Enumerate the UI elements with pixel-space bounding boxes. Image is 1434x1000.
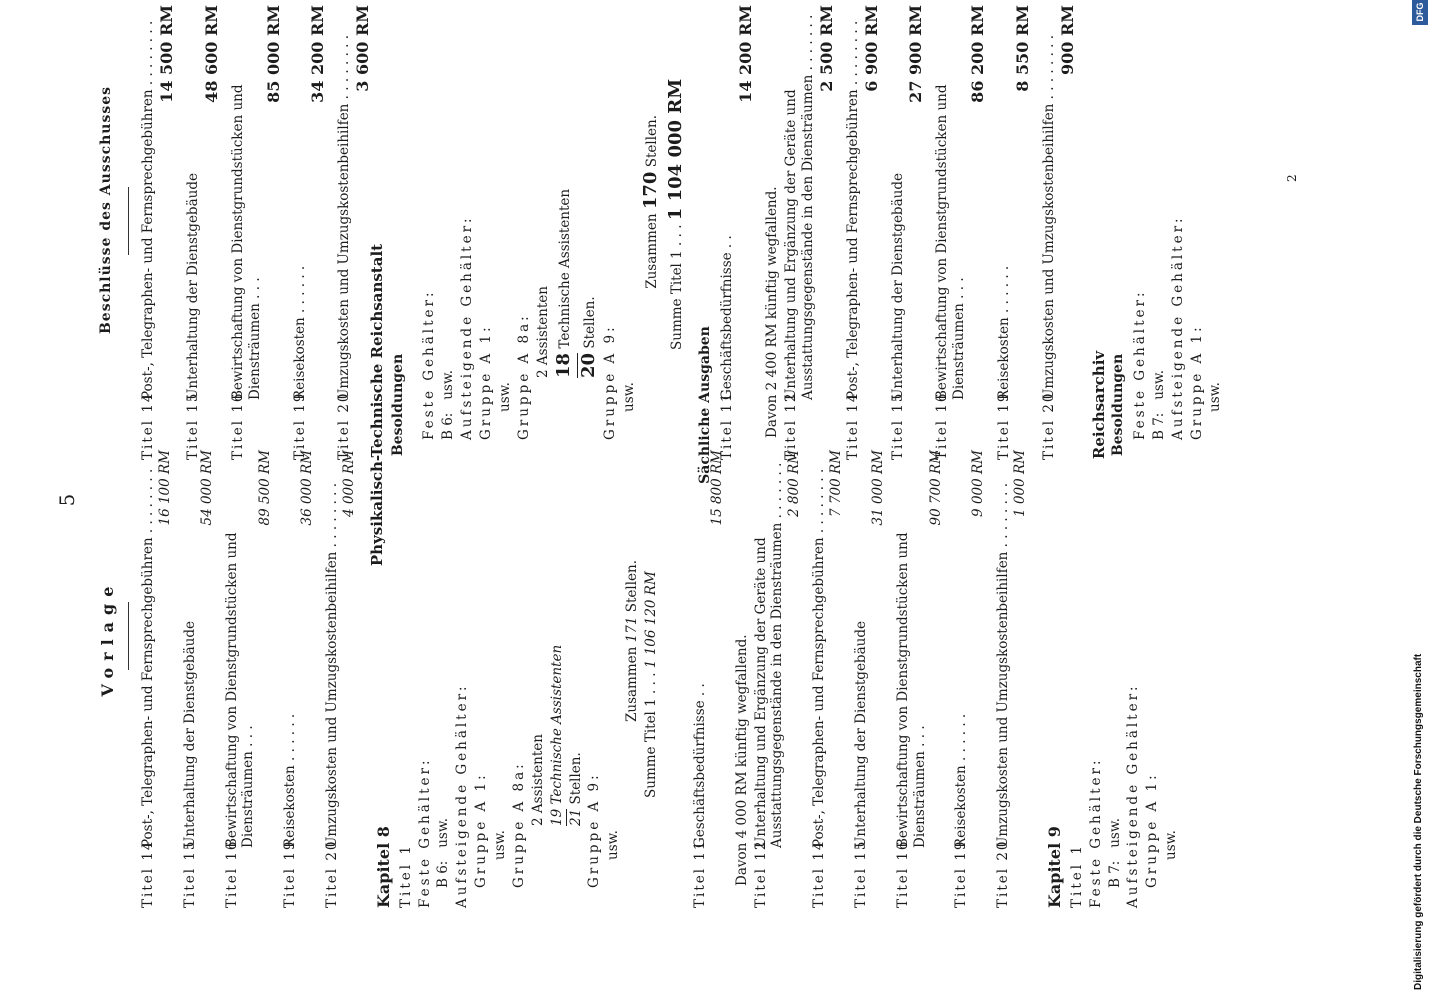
budget-entry xyxy=(853,450,887,908)
entry-label: Titel 20 xyxy=(995,839,1011,908)
entry-label: Titel 12 xyxy=(782,391,799,460)
entry-label: Titel 12 xyxy=(752,839,769,908)
entry-label: Titel 15 xyxy=(181,839,198,908)
dfg-logo: DFG xyxy=(1412,0,1428,25)
right-saechliche-entries xyxy=(719,5,1078,460)
dfg-sidebar xyxy=(1413,2,1429,990)
budget-entry xyxy=(140,450,174,908)
entry-text: Reisekosten . . . . . . xyxy=(996,265,1013,400)
k8-stellen-2: Stellen. xyxy=(624,560,641,613)
entry-amount: 2 500 RM xyxy=(816,5,836,92)
budget-entry xyxy=(182,450,216,908)
k9r-usw-2: usw. xyxy=(1207,382,1224,412)
entry-amount: 27 900 RM xyxy=(906,5,926,103)
budget-entry xyxy=(995,450,1029,908)
k9-usw-2: usw. xyxy=(1163,830,1180,860)
entry-text: Geschäftsbedürfnisse . . xyxy=(719,235,736,400)
entry-amount: 36 000 RM xyxy=(299,450,315,526)
k8r-feste: Feste Gehälter: xyxy=(421,289,438,440)
budget-entry xyxy=(953,450,987,908)
saechliche-title: Sächliche Ausgaben xyxy=(697,326,714,484)
budget-entry xyxy=(282,450,316,908)
left-heading: Vorlage xyxy=(98,579,117,697)
entry-amount: 15 800 RM xyxy=(708,450,725,526)
k8r-zusammen: Zusammen xyxy=(644,213,661,289)
k8r-summe: Summe Titel 1 . . . xyxy=(668,224,685,350)
right-rule xyxy=(128,187,129,255)
kapitel8-title: Physikalisch-Technische Reichsanstalt xyxy=(368,243,386,567)
entry-amount: 54 000 RM xyxy=(198,450,215,526)
k8r-assistenten: Assistenten xyxy=(534,286,551,366)
k8-aufsteigende: Aufsteigende Gehälter: xyxy=(454,683,471,908)
entry-label: Titel 20 xyxy=(336,391,353,460)
k8-gruppe-a9: Gruppe A 9: xyxy=(586,772,603,888)
k8r-stellen-2: Stellen. xyxy=(644,115,661,168)
entry-label: Titel 11 xyxy=(691,839,708,908)
entry-label: Titel 15 xyxy=(852,839,869,908)
entry-label: Titel 15 xyxy=(184,391,201,460)
entry-text: Reisekosten . . . . . . xyxy=(291,265,308,400)
entry-text: Unterhaltung der Dienstgebäude xyxy=(852,621,869,848)
entry-text: Unterhaltung und Ergänzung der Geräte und Ausstattungsgegenstände in den Diensträumen . . . . . . . xyxy=(752,462,786,848)
davon-note: Davon 2 400 RM künftig wegfallend. xyxy=(764,186,780,438)
left-column xyxy=(140,450,1182,908)
k9-usw: usw. xyxy=(1106,817,1123,848)
entry-text: Post-, Telegraphen- und Fernsprechgebühren . . . . . . . . xyxy=(811,468,828,848)
entry-amount: 85 000 RM xyxy=(263,5,283,103)
budget-entry xyxy=(185,5,222,460)
budget-entry xyxy=(811,450,845,908)
k8l-summe-amount: 1 106 120 RM xyxy=(643,571,659,669)
k8-b6: B 6: xyxy=(435,860,452,888)
k8l-zusammen-n: 171 xyxy=(624,616,641,643)
entry-amount: 9 000 RM xyxy=(970,450,987,517)
entry-amount: 16 100 RM xyxy=(156,450,173,526)
entry-label: Titel 19 xyxy=(996,391,1013,460)
k9-feste: Feste Gehälter: xyxy=(1087,757,1104,908)
entry-amount: 86 200 RM xyxy=(968,5,988,103)
entry-text: Unterhaltung und Ergänzung der Geräte und Ausstattungsgegenstände in den Diensträumen . . . . . . . xyxy=(782,14,816,400)
k8-gruppe-a8a: Gruppe A 8a: xyxy=(510,761,527,888)
kapitel9-title: Reichsarchiv xyxy=(1089,350,1108,460)
entry-label: Titel 15 xyxy=(889,391,906,460)
budget-entry xyxy=(753,450,804,908)
budget-entry xyxy=(140,5,177,460)
kapitel8-label: Kapitel 8 xyxy=(373,826,393,908)
kapitel8-sub: Besoldungen xyxy=(390,353,406,457)
entry-amount: 14 500 RM xyxy=(156,5,176,103)
davon-note: Davon 4 000 RM künftig wegfallend. xyxy=(733,634,750,886)
kapitel9-label: Kapitel 9 xyxy=(1044,826,1064,908)
budget-entry xyxy=(719,5,756,460)
entry-text: Umzugskosten und Umzugskostenbeihilfen . . . . . . . . xyxy=(1041,34,1057,400)
entry-amount: 1 000 RM xyxy=(1011,450,1028,517)
right-top-entries xyxy=(140,5,373,460)
k8r-gruppe-a8a: Gruppe A 8a: xyxy=(515,313,532,440)
entry-amount: 31 000 RM xyxy=(869,450,886,526)
k8r-summe-amount: 1 104 000 RM xyxy=(664,78,686,221)
k9r-aufsteigende: Aufsteigende Gehälter: xyxy=(1169,215,1186,440)
page-number: 5 xyxy=(55,493,79,507)
budget-entry xyxy=(845,5,882,460)
k9r-gruppe-a1: Gruppe A 1: xyxy=(1188,324,1205,440)
entry-text: Post-, Telegraphen- und Fernsprechgebühren . . . . . . . . xyxy=(140,20,156,400)
k8r-stellen: Stellen. xyxy=(581,296,598,349)
entry-amount: 48 600 RM xyxy=(201,5,221,103)
k9-aufsteigende: Aufsteigende Gehälter: xyxy=(1125,683,1142,908)
k8r-technische: Technische Assistenten xyxy=(557,188,574,349)
entry-amount: 7 700 RM xyxy=(828,450,844,517)
entry-amount: 14 200 RM xyxy=(736,5,755,103)
k8r-usw: usw. xyxy=(440,369,457,400)
entry-amount: 900 RM xyxy=(1057,5,1077,75)
right-heading: Beschlüsse des Ausschusses xyxy=(98,85,114,335)
entry-text: Reisekosten . . . . . . xyxy=(953,713,970,848)
entry-text: Umzugskosten und Umzugskostenbeihilfen . . . . . . . . xyxy=(995,482,1011,848)
left-rule xyxy=(128,602,129,670)
k8r-n-assistenten: 2 xyxy=(534,369,551,378)
entry-label: Titel 14 xyxy=(844,391,861,460)
entry-text: Bewirtschaftung von Dienstgrundstücken und Diensträumen . . . xyxy=(894,532,928,848)
entry-label: Titel 20 xyxy=(323,839,340,908)
budget-entry xyxy=(230,5,284,460)
entry-text: Unterhaltung der Dienstgebäude xyxy=(889,173,906,400)
entry-label: Titel 19 xyxy=(282,839,299,908)
entry-amount: 90 700 RM xyxy=(928,450,945,526)
budget-entry xyxy=(224,450,275,908)
k8l-n-stellen: 21 xyxy=(567,808,584,826)
budget-entry xyxy=(890,5,927,460)
k8-stellen: Stellen. xyxy=(567,752,584,805)
k8r-n-technische: 18 xyxy=(553,352,575,378)
k8l-n-assistenten: 2 xyxy=(529,817,546,826)
entry-amount: 4 000 RM xyxy=(340,450,357,517)
entry-text: Bewirtschaftung von Dienstgrundstücken und Diensträumen . . . xyxy=(229,84,263,400)
k8-usw-3: usw. xyxy=(605,830,622,860)
k8-summe: Summe Titel 1 . . . xyxy=(643,672,659,798)
entry-amount: 6 900 RM xyxy=(861,5,881,92)
entry-label: Titel 16 xyxy=(229,391,246,460)
entry-text: Unterhaltung der Dienstgebäude xyxy=(181,621,198,848)
k9r-b7: B 7: xyxy=(1150,412,1167,440)
entry-label: Titel 14 xyxy=(140,839,156,908)
k9-b7: B 7: xyxy=(1106,860,1123,888)
entry-label: Titel 19 xyxy=(291,391,308,460)
entry-amount: 8 550 RM xyxy=(1013,5,1032,92)
entry-text: Post-, Telegraphen- und Fernsprechgebühren . . . . . . . . xyxy=(844,20,861,400)
k8-feste: Feste Gehälter: xyxy=(416,757,433,908)
budget-entry xyxy=(996,5,1033,460)
k8r-gruppe-a9: Gruppe A 9: xyxy=(602,324,619,440)
k8-assistenten: Assistenten xyxy=(529,734,546,814)
k8l-n-technische: 19 xyxy=(548,808,565,826)
k8-gruppe-a1: Gruppe A 1: xyxy=(473,772,490,888)
k8-usw-2: usw. xyxy=(492,830,508,860)
k8-titel1: Titel 1 xyxy=(397,843,414,908)
entry-label: Titel 14 xyxy=(140,391,156,460)
budget-entry xyxy=(292,5,329,460)
entry-label: Titel 20 xyxy=(1041,391,1057,460)
entry-text: Umzugskosten und Umzugskostenbeihilfen . . . . . . . . xyxy=(323,482,340,848)
entry-amount: 89 500 RM xyxy=(257,450,274,526)
entry-amount: 3 600 RM xyxy=(353,5,373,92)
left-saechliche-entries xyxy=(692,450,1029,908)
k9-gruppe-a1: Gruppe A 1: xyxy=(1144,772,1161,888)
k9-titel1: Titel 1 xyxy=(1068,843,1085,908)
entry-text: Post-, Telegraphen- und Fernsprechgebühren . . . . . . . . xyxy=(140,468,156,848)
k8-usw: usw. xyxy=(435,817,452,848)
entry-amount: 2 800 RM xyxy=(786,450,803,517)
entry-label: Titel 16 xyxy=(894,839,911,908)
k8r-usw-2: usw. xyxy=(496,382,513,412)
budget-entry xyxy=(934,5,988,460)
k9r-feste: Feste Gehälter: xyxy=(1131,289,1148,440)
budget-entry xyxy=(783,5,837,460)
entry-text: Reisekosten . . . . . . xyxy=(282,713,299,848)
entry-label: Titel 16 xyxy=(934,391,951,460)
entry-text: Bewirtschaftung von Dienstgrundstücken und Diensträumen . . . xyxy=(223,532,257,848)
k8r-b6: B 6: xyxy=(440,412,457,440)
footer-number: 2 xyxy=(1285,174,1299,182)
k8r-n-stellen: 20 xyxy=(577,352,599,378)
entry-text: Bewirtschaftung von Dienstgrundstücken und Diensträumen . . . xyxy=(934,84,968,400)
k8r-usw-3: usw. xyxy=(621,382,638,412)
entry-text: Unterhaltung der Dienstgebäude xyxy=(184,173,201,400)
entry-label: Titel 19 xyxy=(953,839,970,908)
dfg-credit-text: Digitalisierung gefördert durch die Deutsche Forschungsgemeinschaft xyxy=(1413,653,1424,990)
k8-zusammen: Zusammen xyxy=(624,646,641,722)
budget-entry xyxy=(324,450,358,908)
entry-label: Titel 11 xyxy=(719,391,736,460)
budget-entry xyxy=(895,450,946,908)
entry-label: Titel 14 xyxy=(811,839,828,908)
k8r-gruppe-a1: Gruppe A 1: xyxy=(477,324,494,440)
entry-label: Titel 16 xyxy=(223,839,240,908)
entry-text: Umzugskosten und Umzugskostenbeihilfen . . . . . . . . xyxy=(336,34,353,400)
k9r-usw: usw. xyxy=(1150,369,1167,400)
k8r-zusammen-n: 170 xyxy=(640,171,662,210)
entry-amount: 34 200 RM xyxy=(308,5,328,103)
entry-text: Geschäftsbedürfnisse . . xyxy=(691,683,708,848)
budget-entry xyxy=(1041,5,1078,460)
left-top-entries xyxy=(140,450,358,908)
k8r-aufsteigende: Aufsteigende Gehälter: xyxy=(459,215,475,440)
kapitel9-sub: Besoldungen xyxy=(1109,353,1126,457)
k8-technische: Technische Assistenten xyxy=(548,644,565,805)
